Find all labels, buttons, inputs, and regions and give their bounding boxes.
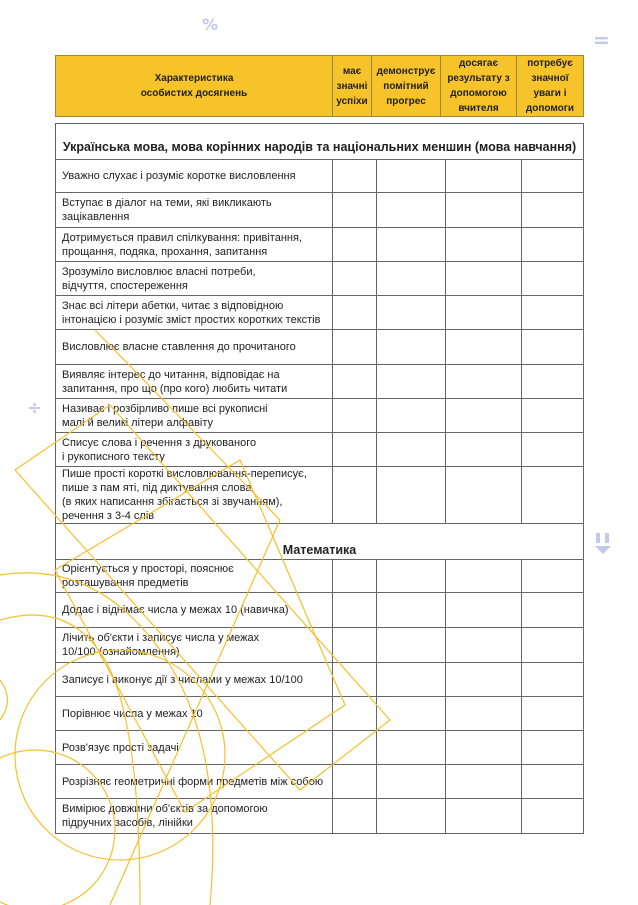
description-line: Пише прості короткі висловлювання-переписує, bbox=[62, 468, 307, 480]
cell-needs-attention[interactable] bbox=[522, 765, 584, 799]
table-row bbox=[56, 697, 584, 731]
cell-needs-attention[interactable] bbox=[522, 160, 584, 193]
cell-with-teacher-help[interactable] bbox=[446, 160, 522, 193]
achievement-description bbox=[56, 799, 333, 834]
table-row bbox=[56, 628, 584, 663]
description-line: зацікавлення bbox=[62, 211, 130, 223]
cell-noticeable-progress[interactable] bbox=[377, 193, 446, 228]
description-line: відчуття, спостереження bbox=[62, 279, 188, 292]
cell-noticeable-progress[interactable] bbox=[377, 765, 446, 799]
description-line: розташування предметів bbox=[62, 577, 189, 589]
description-line: запитання, про що (про кого) любить читати bbox=[62, 382, 288, 395]
cell-noticeable-progress[interactable] bbox=[377, 399, 446, 433]
header-table bbox=[55, 55, 584, 117]
table-row bbox=[56, 160, 584, 193]
description-line: Уважно слухає і розуміє коротке висловлення bbox=[62, 170, 296, 182]
cell-significant-success[interactable] bbox=[333, 399, 377, 433]
cell-with-teacher-help[interactable] bbox=[446, 433, 522, 467]
cell-significant-success[interactable] bbox=[333, 467, 377, 524]
section-title: Математика bbox=[56, 524, 584, 560]
cell-significant-success[interactable] bbox=[333, 731, 377, 765]
cell-significant-success[interactable] bbox=[333, 262, 377, 296]
table-row bbox=[56, 330, 584, 365]
table-row bbox=[56, 731, 584, 765]
table-row bbox=[56, 560, 584, 593]
cell-noticeable-progress[interactable] bbox=[377, 160, 446, 193]
description-line: Вимірює довжини об'єктів за допомогою bbox=[62, 803, 268, 815]
achievement-description bbox=[56, 262, 333, 296]
cell-with-teacher-help[interactable] bbox=[446, 193, 522, 228]
cell-significant-success[interactable] bbox=[333, 560, 377, 593]
cell-with-teacher-help[interactable] bbox=[446, 228, 522, 262]
cell-significant-success[interactable] bbox=[333, 193, 377, 228]
cell-significant-success[interactable] bbox=[333, 799, 377, 834]
cell-noticeable-progress[interactable] bbox=[377, 697, 446, 731]
description-line: Знає всі літери абетки, читає з відповідною bbox=[62, 299, 284, 312]
achievement-description bbox=[56, 160, 333, 193]
description-line: Зрозуміло висловлює власні потреби, bbox=[62, 265, 256, 278]
cell-significant-success[interactable] bbox=[333, 593, 377, 628]
cell-noticeable-progress[interactable] bbox=[377, 799, 446, 834]
percent-icon: % bbox=[202, 15, 219, 34]
description-line: інтонацією і розуміє зміст простих коротких текстів bbox=[62, 313, 321, 326]
cell-needs-attention[interactable] bbox=[522, 330, 584, 365]
table-row bbox=[56, 262, 584, 296]
cell-noticeable-progress[interactable] bbox=[377, 228, 446, 262]
cell-with-teacher-help[interactable] bbox=[446, 262, 522, 296]
description-line: і рукописного тексту bbox=[62, 450, 165, 463]
cell-noticeable-progress[interactable] bbox=[377, 365, 446, 399]
table-row bbox=[56, 399, 584, 433]
cell-significant-success[interactable] bbox=[333, 765, 377, 799]
achievement-description bbox=[56, 365, 333, 399]
table-row bbox=[56, 593, 584, 628]
equals-arrow-icon bbox=[594, 533, 612, 555]
section-header bbox=[56, 124, 584, 160]
header-needs-attention: потребує значної уваги і допомоги bbox=[517, 56, 584, 117]
table-row bbox=[56, 467, 584, 524]
table-row bbox=[56, 193, 584, 228]
cell-significant-success[interactable] bbox=[333, 330, 377, 365]
description-line: Лічить об'єкти і записує числа у межах bbox=[62, 632, 260, 644]
cell-with-teacher-help[interactable] bbox=[446, 399, 522, 433]
description-line: Дотримується правил спілкування: привітання, bbox=[62, 231, 302, 244]
cell-needs-attention[interactable] bbox=[522, 296, 584, 330]
cell-needs-attention[interactable] bbox=[522, 799, 584, 834]
section-title: Українська мова, мова корінних народів та національних меншин (мова навчання) bbox=[56, 124, 584, 160]
cell-needs-attention[interactable] bbox=[522, 262, 584, 296]
table-row bbox=[56, 663, 584, 697]
cell-needs-attention[interactable] bbox=[522, 467, 584, 524]
cell-significant-success[interactable] bbox=[333, 228, 377, 262]
achievement-description bbox=[56, 628, 333, 663]
cell-noticeable-progress[interactable] bbox=[377, 262, 446, 296]
cell-significant-success[interactable] bbox=[333, 628, 377, 663]
achievement-description bbox=[56, 697, 333, 731]
cell-needs-attention[interactable] bbox=[522, 593, 584, 628]
cell-noticeable-progress[interactable] bbox=[377, 330, 446, 365]
cell-with-teacher-help[interactable] bbox=[446, 467, 522, 524]
achievement-description bbox=[56, 228, 333, 262]
cell-with-teacher-help[interactable] bbox=[446, 663, 522, 697]
cell-with-teacher-help[interactable] bbox=[446, 731, 522, 765]
cell-noticeable-progress[interactable] bbox=[377, 731, 446, 765]
cell-needs-attention[interactable] bbox=[522, 193, 584, 228]
description-line: Розрізняє геометричні форми предметів між собою bbox=[62, 775, 324, 788]
cell-significant-success[interactable] bbox=[333, 160, 377, 193]
cell-needs-attention[interactable] bbox=[522, 663, 584, 697]
cell-significant-success[interactable] bbox=[333, 365, 377, 399]
cell-noticeable-progress[interactable] bbox=[377, 433, 446, 467]
cell-noticeable-progress[interactable] bbox=[377, 593, 446, 628]
table-row bbox=[56, 765, 584, 799]
description-line: Називає і розбірливо пише всі рукописні bbox=[62, 402, 268, 415]
cell-needs-attention[interactable] bbox=[522, 399, 584, 433]
cell-with-teacher-help[interactable] bbox=[446, 560, 522, 593]
table-row bbox=[56, 228, 584, 262]
description-line: малі й великі літери алфавіту bbox=[62, 416, 214, 429]
achievement-description bbox=[56, 399, 333, 433]
section-header bbox=[56, 524, 584, 560]
cell-with-teacher-help[interactable] bbox=[446, 799, 522, 834]
description-line: Виявляє інтерес до читання, відповідає на bbox=[62, 368, 280, 381]
cell-needs-attention[interactable] bbox=[522, 697, 584, 731]
cell-with-teacher-help[interactable] bbox=[446, 330, 522, 365]
description-line: речення з 3-4 слів bbox=[62, 510, 155, 522]
description-line: прощання, подяка, прохання, запитання bbox=[62, 245, 268, 258]
description-line: Висловлює власне ставлення до прочитаного bbox=[62, 341, 296, 353]
cell-significant-success[interactable] bbox=[333, 663, 377, 697]
header-noticeable-progress: демонструє помітний прогрес bbox=[372, 56, 441, 117]
cell-noticeable-progress[interactable] bbox=[377, 467, 446, 524]
description-line: (в яких написання збігається зі звучанням), bbox=[62, 496, 283, 508]
achievement-description bbox=[56, 467, 333, 524]
achievement-description bbox=[56, 663, 333, 697]
cell-noticeable-progress[interactable] bbox=[377, 663, 446, 697]
achievement-description bbox=[56, 593, 333, 628]
cell-significant-success[interactable] bbox=[333, 697, 377, 731]
achievement-description bbox=[56, 433, 333, 467]
cell-needs-attention[interactable] bbox=[522, 433, 584, 467]
cell-needs-attention[interactable] bbox=[522, 731, 584, 765]
cell-with-teacher-help[interactable] bbox=[446, 765, 522, 799]
cell-needs-attention[interactable] bbox=[522, 365, 584, 399]
description-line: Орієнтується у просторі, пояснює bbox=[62, 563, 234, 575]
equals-icon: = bbox=[593, 28, 610, 52]
cell-with-teacher-help[interactable] bbox=[446, 593, 522, 628]
table-row bbox=[56, 365, 584, 399]
description-line: Розв'язує прості задачі bbox=[62, 741, 179, 754]
header-with-teacher-help: досягає результату з допомогою вчителя bbox=[441, 56, 517, 117]
cell-significant-success[interactable] bbox=[333, 433, 377, 467]
cell-with-teacher-help[interactable] bbox=[446, 628, 522, 663]
cell-noticeable-progress[interactable] bbox=[377, 296, 446, 330]
achievement-description bbox=[56, 731, 333, 765]
divide-icon: ÷ bbox=[27, 398, 43, 419]
description-line: Записує і виконує дії з числами у межах 10/100 bbox=[62, 673, 303, 686]
achievement-description bbox=[56, 560, 333, 593]
cell-with-teacher-help[interactable] bbox=[446, 296, 522, 330]
description-line: пише з пам яті, під диктування слова bbox=[62, 482, 252, 494]
cell-significant-success[interactable] bbox=[333, 296, 377, 330]
description-line: 10/100 (ознайомлення) bbox=[62, 646, 180, 658]
cell-with-teacher-help[interactable] bbox=[446, 365, 522, 399]
description-line: Порівнює числа у межах 10 bbox=[62, 707, 203, 720]
cell-with-teacher-help[interactable] bbox=[446, 697, 522, 731]
achievements-table bbox=[55, 123, 584, 834]
achievement-description bbox=[56, 330, 333, 365]
header-achievement-characteristic: Характеристика особистих досягнень bbox=[56, 56, 333, 117]
achievement-description bbox=[56, 765, 333, 799]
cell-needs-attention[interactable] bbox=[522, 228, 584, 262]
cell-noticeable-progress[interactable] bbox=[377, 560, 446, 593]
table-row bbox=[56, 296, 584, 330]
achievement-description bbox=[56, 193, 333, 228]
description-line: підручних засобів, лінійки bbox=[62, 817, 193, 829]
table-row bbox=[56, 433, 584, 467]
achievement-description bbox=[56, 296, 333, 330]
cell-needs-attention[interactable] bbox=[522, 560, 584, 593]
description-line: Вступає в діалог на теми, які викликають bbox=[62, 197, 272, 209]
description-line: Списує слова і речення з друкованого bbox=[62, 436, 257, 449]
cell-needs-attention[interactable] bbox=[522, 628, 584, 663]
cell-noticeable-progress[interactable] bbox=[377, 628, 446, 663]
description-line: Додає і віднімає числа у межах 10 (навичка) bbox=[62, 604, 289, 616]
table-row bbox=[56, 799, 584, 834]
header-significant-success: має значні успіхи bbox=[333, 56, 372, 117]
